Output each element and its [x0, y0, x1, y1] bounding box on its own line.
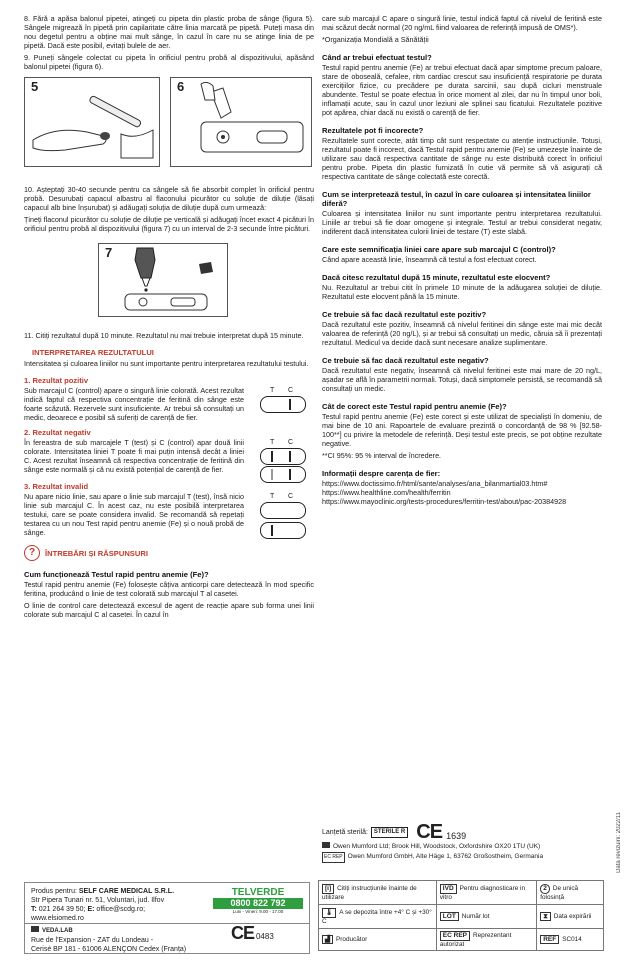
answer-3: Rezultatele sunt corecte, atât timp cât sunt respectate cu atenție instrucțiunile. Totuși, rezultatul poate fi incorect, dacă Testul rapid pentru anemie (Fe) se umezește înainte de utilizare sau dacă respectiva cantitate de sânge nu este distribuită corect în orificiul pentru probe. Pipeta din plastic furnizată în cutie vă permite să vă asigurați că respectiva cantitate de sânge colectată este corectă. [322, 136, 602, 181]
label-c: C [288, 493, 294, 500]
answer-1b: O linie de control care detectează excesul de agent de reacție apare sub forma unei linii colorate sub marcajul C al casetei. În cazul în [24, 601, 314, 619]
question-icon: ? [24, 545, 40, 561]
ce-number: 1639 [446, 831, 467, 841]
owen-de-text: Owen Mumford GmbH, Alte Häge 1, 63762 Großostheim, Germania [347, 853, 544, 860]
question-2: Când ar trebui efectuat testul? [322, 53, 432, 62]
result-negative-text: În fereastra de sub marcajele T (test) și C (control) apar două linii colorate. Intensitatea liniei T poate fi mai puțin intensă decât a liniei C. Acest rezultat înseamnă că respectiva concentrație de feritină din sânge este normală și că nu există potențial de carență de fier. [24, 438, 244, 474]
step-10a: 10. Așteptați 30-40 secunde pentru ca sângele să fie absorbit complet în orificiul pentru probă. Desurubați capacul albastru al flaconului picurător cu soluție de diluție (lăsați capacul alb bine înșurubat) și adăugați soluția de diluție după cum urmează: [24, 185, 314, 212]
symbol-ivd-text: Pentru diagnosticare in vitro [439, 885, 526, 901]
result-invalid-title: 3. Rezultat invalid [24, 482, 89, 491]
answer-5: Când apare această linie, înseamnă că testul a fost efectuat corect. [322, 255, 537, 264]
symbol-storage [319, 905, 437, 929]
symbol-expiry [537, 905, 604, 929]
answer-1a: Testul rapid pentru anemie (Fe) folosește câțiva anticorpi care detectează în mod specific feritina, producând o linie de test colorată sub marcajul T al casetei. [24, 580, 314, 598]
label-c: C [288, 439, 294, 446]
question-9: Cât de corect este Testul rapid pentru anemie (Fe)? [322, 402, 507, 411]
owen-uk [322, 842, 540, 851]
result-positive [24, 376, 314, 422]
figure-5 [24, 77, 160, 167]
owen-de [322, 852, 543, 863]
link-mayoclinic[interactable]: https://www.mayoclinic.org/tests-procedures/ferritin-test/about/pac-20384928 [322, 497, 567, 506]
figure-5-number: 5 [31, 79, 39, 94]
company-address: Str Pipera Tunari nr. 51, Voluntari, jud. Ilfov [31, 897, 165, 904]
link-healthline[interactable]: https://www.healthline.com/health/ferritin [322, 488, 451, 497]
website[interactable]: www.elsiomed.ro [31, 915, 84, 922]
answer-7: Dacă rezultatul este pozitiv, înseamnă că nivelul feritinei din sânge este mai mic decât valoarea de referință (20 ng/L), și ar trebui să consultați un medic, căruia să îi prezentați rezultatul. Medicul va decide dacă sunt necesare analize suplimentare. [322, 320, 602, 347]
link-doctissimo[interactable]: https://www.doctissimo.fr/html/sante/analyses/ana_bilanmartial03.htm# [322, 479, 548, 488]
vedalab-address-2: Cerisé BP 181 - 61006 ALENÇON Cedex (Franța) [31, 946, 187, 953]
symbol-producer [319, 929, 437, 951]
answer-4: Culoarea și intensitatea liniilor nu sunt importante pentru interpretarea rezultatului. Liniile ar trebui să fie doar omogene și integrale. Testul ar trebui considerat negativ, indiferent dacă intensitatea culorii liniei de testare (T) este slabă. [322, 209, 602, 236]
qa-header [24, 545, 314, 561]
symbol-ref [537, 929, 604, 951]
symbol-producer-text: Producător [336, 935, 368, 943]
symbol-single-use [537, 881, 604, 905]
produced-for-label: Produs pentru: [31, 888, 77, 895]
ce-mark-icon: CE [416, 821, 443, 843]
question-4: Cum se interpretează testul, în cazul în care culoarea și intensitatea liniilor diferă? [322, 190, 591, 208]
ci-note: **CI 95%: 95 % interval de încredere. [322, 451, 442, 460]
cassette-negative-icon [254, 438, 314, 482]
label-t: T [270, 439, 275, 446]
dropper-illustration [99, 244, 227, 316]
owen-uk-text: Owen Mumford Ltd; Brook Hill, Woodstock, Oxfordshire OX20 1TU (UK) [333, 843, 541, 850]
question-10: Informații despre carența de fier: [322, 469, 441, 478]
result-invalid [24, 482, 314, 537]
symbols-table [318, 880, 604, 951]
oms-note: *Organizația Mondială a Sănătății [322, 35, 429, 44]
factory-icon-2: ▟ [322, 935, 333, 945]
vedalab-logo: VEDA.LAB [42, 928, 73, 934]
cassette-invalid-icon [254, 492, 314, 542]
thermometer-icon: 🌡 [322, 908, 336, 918]
sterile-badge: STERILE R [371, 827, 408, 838]
answer-9: Testul rapid pentru anemie (Fe) este corect și este utilizat de specialiști în domeniu, de mai bine de 10 ani. Rapoartele de evaluare prezintă o concordanță de 98 % [92.58- 100**] cu privire la metodele de referință. Deși testul este precis, se pot obține rezultate negative. [322, 412, 602, 448]
telverde-block [213, 887, 303, 915]
question-5: Care este semnificația liniei care apare sub marcajul C (control)? [322, 245, 556, 254]
symbol-ivd [436, 881, 536, 905]
factory-icon [322, 842, 330, 848]
email-address: office@scdg.ro; [96, 906, 146, 913]
figure-7-number: 7 [105, 245, 113, 260]
label-t: T [270, 493, 275, 500]
cassette-positive-icon [254, 386, 314, 416]
sterile-line [322, 821, 467, 843]
sterile-label: Lanțetă sterilă: [322, 829, 368, 836]
label-t: T [270, 387, 275, 394]
finger-pipette-illustration [25, 78, 159, 166]
question-1: Cum funcționează Testul rapid pentru anemie (Fe)? [24, 570, 209, 579]
qa-title: ÎNTREBĂRI ȘI RĂSPUNSURI [45, 548, 148, 558]
interpretation-title: INTERPRETAREA REZULTATULUI [32, 348, 154, 357]
question-3: Rezultatele pot fi incorecte? [322, 126, 424, 135]
ref-icon: REF [540, 935, 559, 945]
producer-box [24, 882, 310, 954]
telverde-number[interactable]: 0800 822 792 [213, 898, 303, 909]
result-positive-title: 1. Rezultat pozitiv [24, 376, 89, 385]
telverde-logo: TELVERDE [231, 887, 285, 898]
email-label: E: [87, 906, 95, 913]
symbol-ec-rep-text: Reprezentant autorizat [439, 932, 512, 948]
ce-mark-icon-2: CE [231, 923, 255, 943]
step-9: 9. Puneți sângele colectat cu pipeta în orificiul pentru probă al dispozitivului, apăsând balonul pipetei (figura 6). [24, 53, 314, 71]
ce-number-2: 0483 [255, 932, 274, 941]
interpretation-text: Intensitatea și culoarea liniilor nu sunt importante pentru interpretarea rezultatului testului. [24, 359, 309, 368]
no-reuse-icon: 2 [540, 884, 550, 894]
revision-date: Data revizuirii: 2022/11 [616, 812, 622, 873]
answer-8: Dacă rezultatul este negativ, înseamnă că nivelul feritinei este mai mare de 20 ng/L, așadar se află în parametrii normali. Totuși, dacă simptomele persistă, se recomandă să consultați un medic. [322, 366, 602, 393]
step-10b: Țineți flaconul picurător cu soluție de diluție pe verticală și adăugați încet exact 4 picături în orificiul pentru probă al dispozitivului (figura 7) cu un interval de 2-3 secunde între picături. [24, 215, 314, 233]
answer-1-cont: care sub marcajul C apare o singură linie, testul indică faptul că nivelul de feritină este mai scăzut decât normal (20 ng/mL fiind valoarea de referință impusă de OMS*). [322, 14, 602, 32]
question-7: Ce trebuie să fac dacă rezultatul este pozitiv? [322, 310, 487, 319]
phone-label: T: [31, 906, 37, 913]
figure-6-number: 6 [177, 79, 185, 94]
label-c: C [288, 387, 294, 394]
symbol-instructions [319, 881, 437, 905]
left-column [24, 14, 314, 622]
company-name: SELF CARE MEDICAL S.R.L. [78, 888, 175, 895]
answer-6: Nu. Rezultatul ar trebui citit în primele 10 minute de la adăugarea soluției de diluție. Rezultatul este elocvent până la 15 minute. [322, 283, 602, 301]
answer-2: Testul rapid pentru anemie (Fe) ar trebui efectuat dacă apar simptome precum paloare, stare de oboseală, cefalee, ritm cardiac crescut sau insuficiență respiratorie pe durata exercițiilor fizice, cu precădere pe durata sarcinii, sau după cicluri menstruale abundente. Testul se poate efectua în orice moment al zilei, dar nu în timpul unor boli, inflamații acute, sau în cazul unor leziuni ale splinei sau ficatului. Rezultatele pozitive pot apărea, chiar dacă nu există o carență de fier. [322, 63, 602, 117]
ce-0483 [231, 923, 274, 943]
question-8: Ce trebuie să fac dacă rezultatul este negativ? [322, 356, 489, 365]
cassette-pipette-illustration [171, 78, 311, 166]
symbol-lot-text: Număr lot [461, 912, 490, 920]
step-11: 11. Citiți rezultatul după 10 minute. Rezultatul nu mai trebuie interpretat după 15 minute. [24, 331, 304, 340]
figure-7 [98, 243, 228, 317]
result-positive-text: Sub marcajul C (control) apare o singură linie colorată. Acest rezultat indică faptul că respectiva concentrație de feritină din sânge este foarte scăzută. Rezervele sunt insuficiente. Ar trebui să consultați un medic, deoarece e posibil să suferiți de carență de fier. [24, 386, 244, 422]
vedalab-address-1: Rue de l'Expansion - ZAT du Londeau - [31, 937, 154, 944]
symbol-ec-rep [436, 929, 536, 951]
symbol-single-use-text: De unică folosință [540, 885, 579, 901]
symbol-instructions-text: Citiți instrucțiunile înainte de utilizare [322, 885, 417, 901]
lot-icon: LOT [440, 912, 459, 922]
ec-rep-icon: EC REP [322, 852, 345, 863]
symbol-ref-text: SC014 [562, 935, 582, 943]
hourglass-icon: ⧗ [540, 912, 551, 922]
telverde-hours: Luni - Vineri: 9.00 - 17.00 [232, 909, 284, 914]
manufacturer-icon [31, 926, 39, 932]
phone-number: 021 264 39 50; [38, 906, 86, 913]
result-invalid-text: Nu apare nicio linie, sau apare o linie sub marcajul T (test), însă nicio linie sub marcajul C. În acest caz, nu este posibilă interpretarea testului, care se poate considera invalid. Se recomandă să repetați testarea cu un nou Test rapid pentru anemie (Fe) și o nouă probă de sânge. [24, 492, 244, 537]
right-column [322, 14, 602, 506]
ivd-icon: IVD [440, 884, 457, 894]
ec-rep-icon-2: EC REP [440, 931, 470, 941]
symbol-storage-text: A se depozita între +4° C și +30° C [322, 909, 432, 925]
symbol-expiry-text: Data expirării [553, 912, 592, 920]
result-negative-title: 2. Rezultat negativ [24, 428, 91, 437]
symbol-lot [436, 905, 536, 929]
figure-6 [170, 77, 312, 167]
step-8: 8. Fără a apăsa balonul pipetei, atingeți cu pipeta din plastic proba de sânge (figura 5). Sângele migrează în pipetă prin capilaritate către linia marcată pe pipetă. Puteți masa din nou degetul pentru a obține mai mult sânge, în cazul în care nu se atinge linia de pe pipetă. Dacă este posibil, evitați bulele de aer. [24, 14, 314, 50]
question-6: Dacă citesc rezultatul după 15 minute, rezultatul este elocvent? [322, 273, 551, 282]
result-negative [24, 428, 314, 474]
book-icon: [i] [322, 884, 334, 894]
